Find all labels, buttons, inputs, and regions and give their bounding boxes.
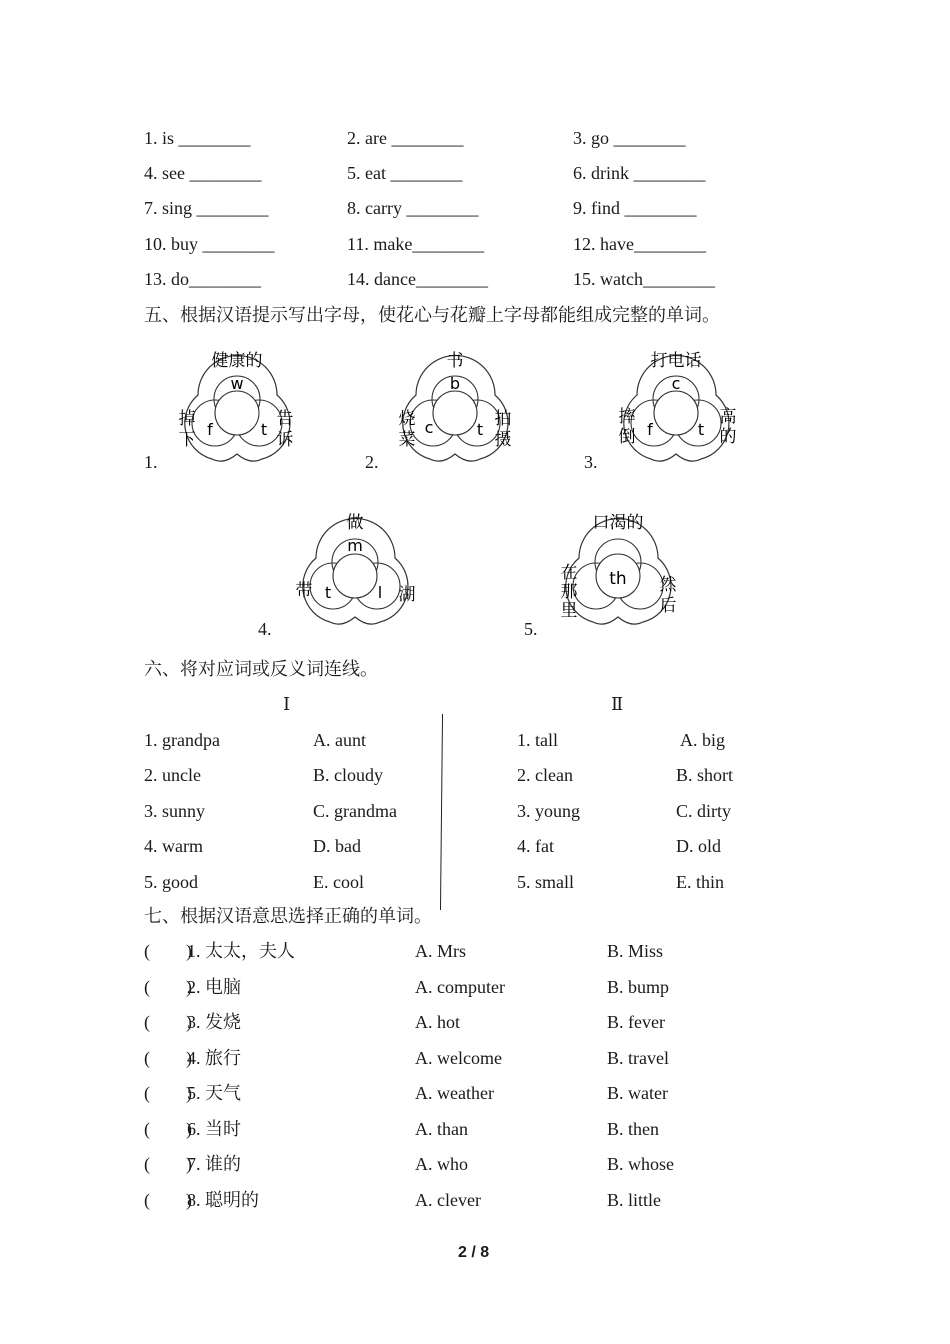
question-1: 1. 太太，夫人 [187, 941, 295, 961]
g1-left-1: 1. grandpa [144, 730, 220, 750]
option-a-2: A. computer [415, 977, 505, 997]
flower-5-left-hint-3: 里 [560, 601, 578, 621]
g1-right-c: C. grandma [313, 801, 397, 821]
g1-left-3: 3. sunny [144, 801, 206, 821]
section7-title: 七、根据汉语意思选择正确的单词。 [144, 906, 432, 926]
option-b-4: B. travel [607, 1048, 669, 1068]
flower-2-right-letter: t [476, 420, 484, 439]
s4-item-4: 4. see ________ [144, 163, 262, 183]
flower-1-right-letter: t [260, 420, 268, 439]
option-a-3: A. hot [415, 1012, 460, 1032]
question-2: 2. 电脑 [187, 977, 241, 997]
flower-3-top-hint: 打电话 [650, 351, 702, 371]
answer-paren-2[interactable]: ( ) [144, 977, 192, 997]
s4-item-14: 14. dance________ [347, 269, 488, 289]
flower-5-right-hint-1: 然 [659, 575, 677, 595]
flower-5 [546, 500, 691, 634]
s4-item-10: 10. buy ________ [144, 234, 275, 254]
answer-paren-3[interactable]: ( ) [144, 1012, 192, 1032]
flower-5-left-hint-1: 在 [560, 563, 578, 583]
flower-2-top-letter: b [449, 374, 461, 393]
flower-2-top-hint: 书 [446, 351, 464, 371]
s4-item-9: 9. find ________ [573, 198, 697, 218]
flower-2-right-hint-1: 拍 [494, 409, 512, 429]
option-a-8: A. clever [415, 1190, 481, 1210]
s4-item-8: 8. carry ________ [347, 198, 479, 218]
g2-right-a: A. big [680, 730, 725, 750]
g2-right-e: E. thin [676, 872, 724, 892]
option-a-1: A. Mrs [415, 941, 467, 961]
flower-4-right-letter: l [377, 583, 383, 602]
flower-5-left-hint-2: 那 [560, 582, 578, 602]
question-6: 6. 当时 [187, 1119, 241, 1139]
group1-heading: Ⅰ [283, 694, 291, 714]
option-b-5: B. water [607, 1083, 668, 1103]
g2-right-c: C. dirty [676, 801, 732, 821]
g2-left-1: 1. tall [517, 730, 558, 750]
flower-3 [604, 337, 749, 469]
answer-paren-8[interactable]: ( ) [144, 1190, 192, 1210]
g1-left-2: 2. uncle [144, 765, 201, 785]
option-b-3: B. fever [607, 1012, 665, 1032]
flower-1-left-hint-2: 下 [178, 430, 196, 450]
flower-5-right-hint-2: 后 [659, 596, 677, 616]
s4-item-3: 3. go ________ [573, 128, 686, 148]
divider-line [440, 714, 443, 910]
answer-paren-4[interactable]: ( ) [144, 1048, 192, 1068]
flower-3-top-letter: c [671, 374, 681, 393]
question-3: 3. 发烧 [187, 1012, 241, 1032]
flower-1-left-hint-1: 掉 [178, 409, 196, 429]
option-a-5: A. weather [415, 1083, 494, 1103]
g2-left-2: 2. clean [517, 765, 573, 785]
s4-item-2: 2. are ________ [347, 128, 464, 148]
s4-item-12: 12. have________ [573, 234, 706, 254]
flower-4-right-hint: 湖 [398, 585, 416, 605]
flower-2-left-hint-2: 菜 [398, 430, 416, 450]
option-b-2: B. bump [607, 977, 670, 997]
option-b-7: B. whose [607, 1154, 674, 1174]
g2-left-4: 4. fat [517, 836, 554, 856]
flower-4-top-letter: m [347, 536, 363, 555]
question-5: 5. 天气 [187, 1083, 241, 1103]
flower-1-right-hint-2: 诉 [276, 430, 294, 450]
flower-1-top-hint: 健康的 [211, 351, 263, 371]
s4-item-6: 6. drink ________ [573, 163, 706, 183]
s4-item-7: 7. sing ________ [144, 198, 269, 218]
g2-right-d: D. old [676, 836, 721, 856]
flower-2-left-letter: c [424, 418, 434, 437]
flower-2-number: 2. [365, 452, 379, 472]
question-8: 8. 聪明的 [187, 1190, 259, 1210]
flower-3-left-letter: f [647, 420, 653, 439]
s4-item-13: 13. do________ [144, 269, 261, 289]
question-7: 7. 谁的 [187, 1154, 241, 1174]
group2-heading: Ⅱ [611, 694, 624, 714]
flower-1 [165, 337, 310, 469]
page-number: 2 / 8 [458, 1244, 490, 1261]
g1-right-a: A. aunt [313, 730, 366, 750]
answer-paren-6[interactable]: ( ) [144, 1119, 192, 1139]
g2-right-b: B. short [676, 765, 734, 785]
flower-3-number: 3. [584, 452, 598, 472]
flower-5-center-letters: th [609, 569, 627, 589]
flower-3-right-letter: t [697, 420, 705, 439]
flower-5-top-hint: 口渴的 [592, 513, 644, 533]
flower-1-right-hint-1: 告 [276, 409, 294, 429]
s4-item-5: 5. eat ________ [347, 163, 463, 183]
flower-2 [383, 337, 528, 469]
flower-3-left-hint-1: 摔 [618, 407, 636, 427]
answer-paren-5[interactable]: ( ) [144, 1083, 192, 1103]
option-a-4: A. welcome [415, 1048, 502, 1068]
answer-paren-7[interactable]: ( ) [144, 1154, 192, 1174]
question-4: 4. 旅行 [187, 1048, 241, 1068]
flower-5-number: 5. [524, 619, 538, 639]
g1-right-d: D. bad [313, 836, 361, 856]
option-a-6: A. than [415, 1119, 468, 1139]
answer-paren-1[interactable]: ( ) [144, 941, 192, 961]
flower-3-left-hint-2: 倒 [618, 427, 636, 447]
flower-2-left-hint-1: 烧 [398, 409, 416, 429]
flower-4-top-hint: 做 [346, 513, 364, 533]
section6-title: 六、将对应词或反义词连线。 [144, 659, 378, 679]
option-b-8: B. little [607, 1190, 661, 1210]
g1-left-5: 5. good [144, 872, 198, 892]
flower-1-left-letter: f [207, 420, 213, 439]
flower-4-left-hint: 带 [295, 581, 313, 601]
flower-3-right-hint-1: 高 [719, 407, 737, 427]
option-b-1: B. Miss [607, 941, 664, 961]
flower-2-right-hint-2: 摄 [494, 430, 512, 450]
flower-3-right-hint-2: 的 [719, 427, 737, 447]
flower-1-top-letter: w [230, 374, 244, 393]
g1-left-4: 4. warm [144, 836, 203, 856]
g2-left-3: 3. young [517, 801, 580, 821]
flower-1-number: 1. [144, 452, 158, 472]
s4-item-15: 15. watch________ [573, 269, 715, 289]
section5-title: 五、根据汉语提示写出字母，使花心与花瓣上字母都能组成完整的单词。 [144, 305, 720, 325]
s4-item-11: 11. make________ [347, 234, 485, 254]
s4-item-1: 1. is ________ [144, 128, 251, 148]
option-a-7: A. who [415, 1154, 468, 1174]
g2-left-5: 5. small [517, 872, 574, 892]
option-b-6: B. then [607, 1119, 659, 1139]
g1-right-b: B. cloudy [313, 765, 383, 785]
flower-4 [283, 500, 428, 634]
g1-right-e: E. cool [313, 872, 364, 892]
flower-4-number: 4. [258, 619, 272, 639]
flower-4-left-letter: t [324, 583, 332, 602]
